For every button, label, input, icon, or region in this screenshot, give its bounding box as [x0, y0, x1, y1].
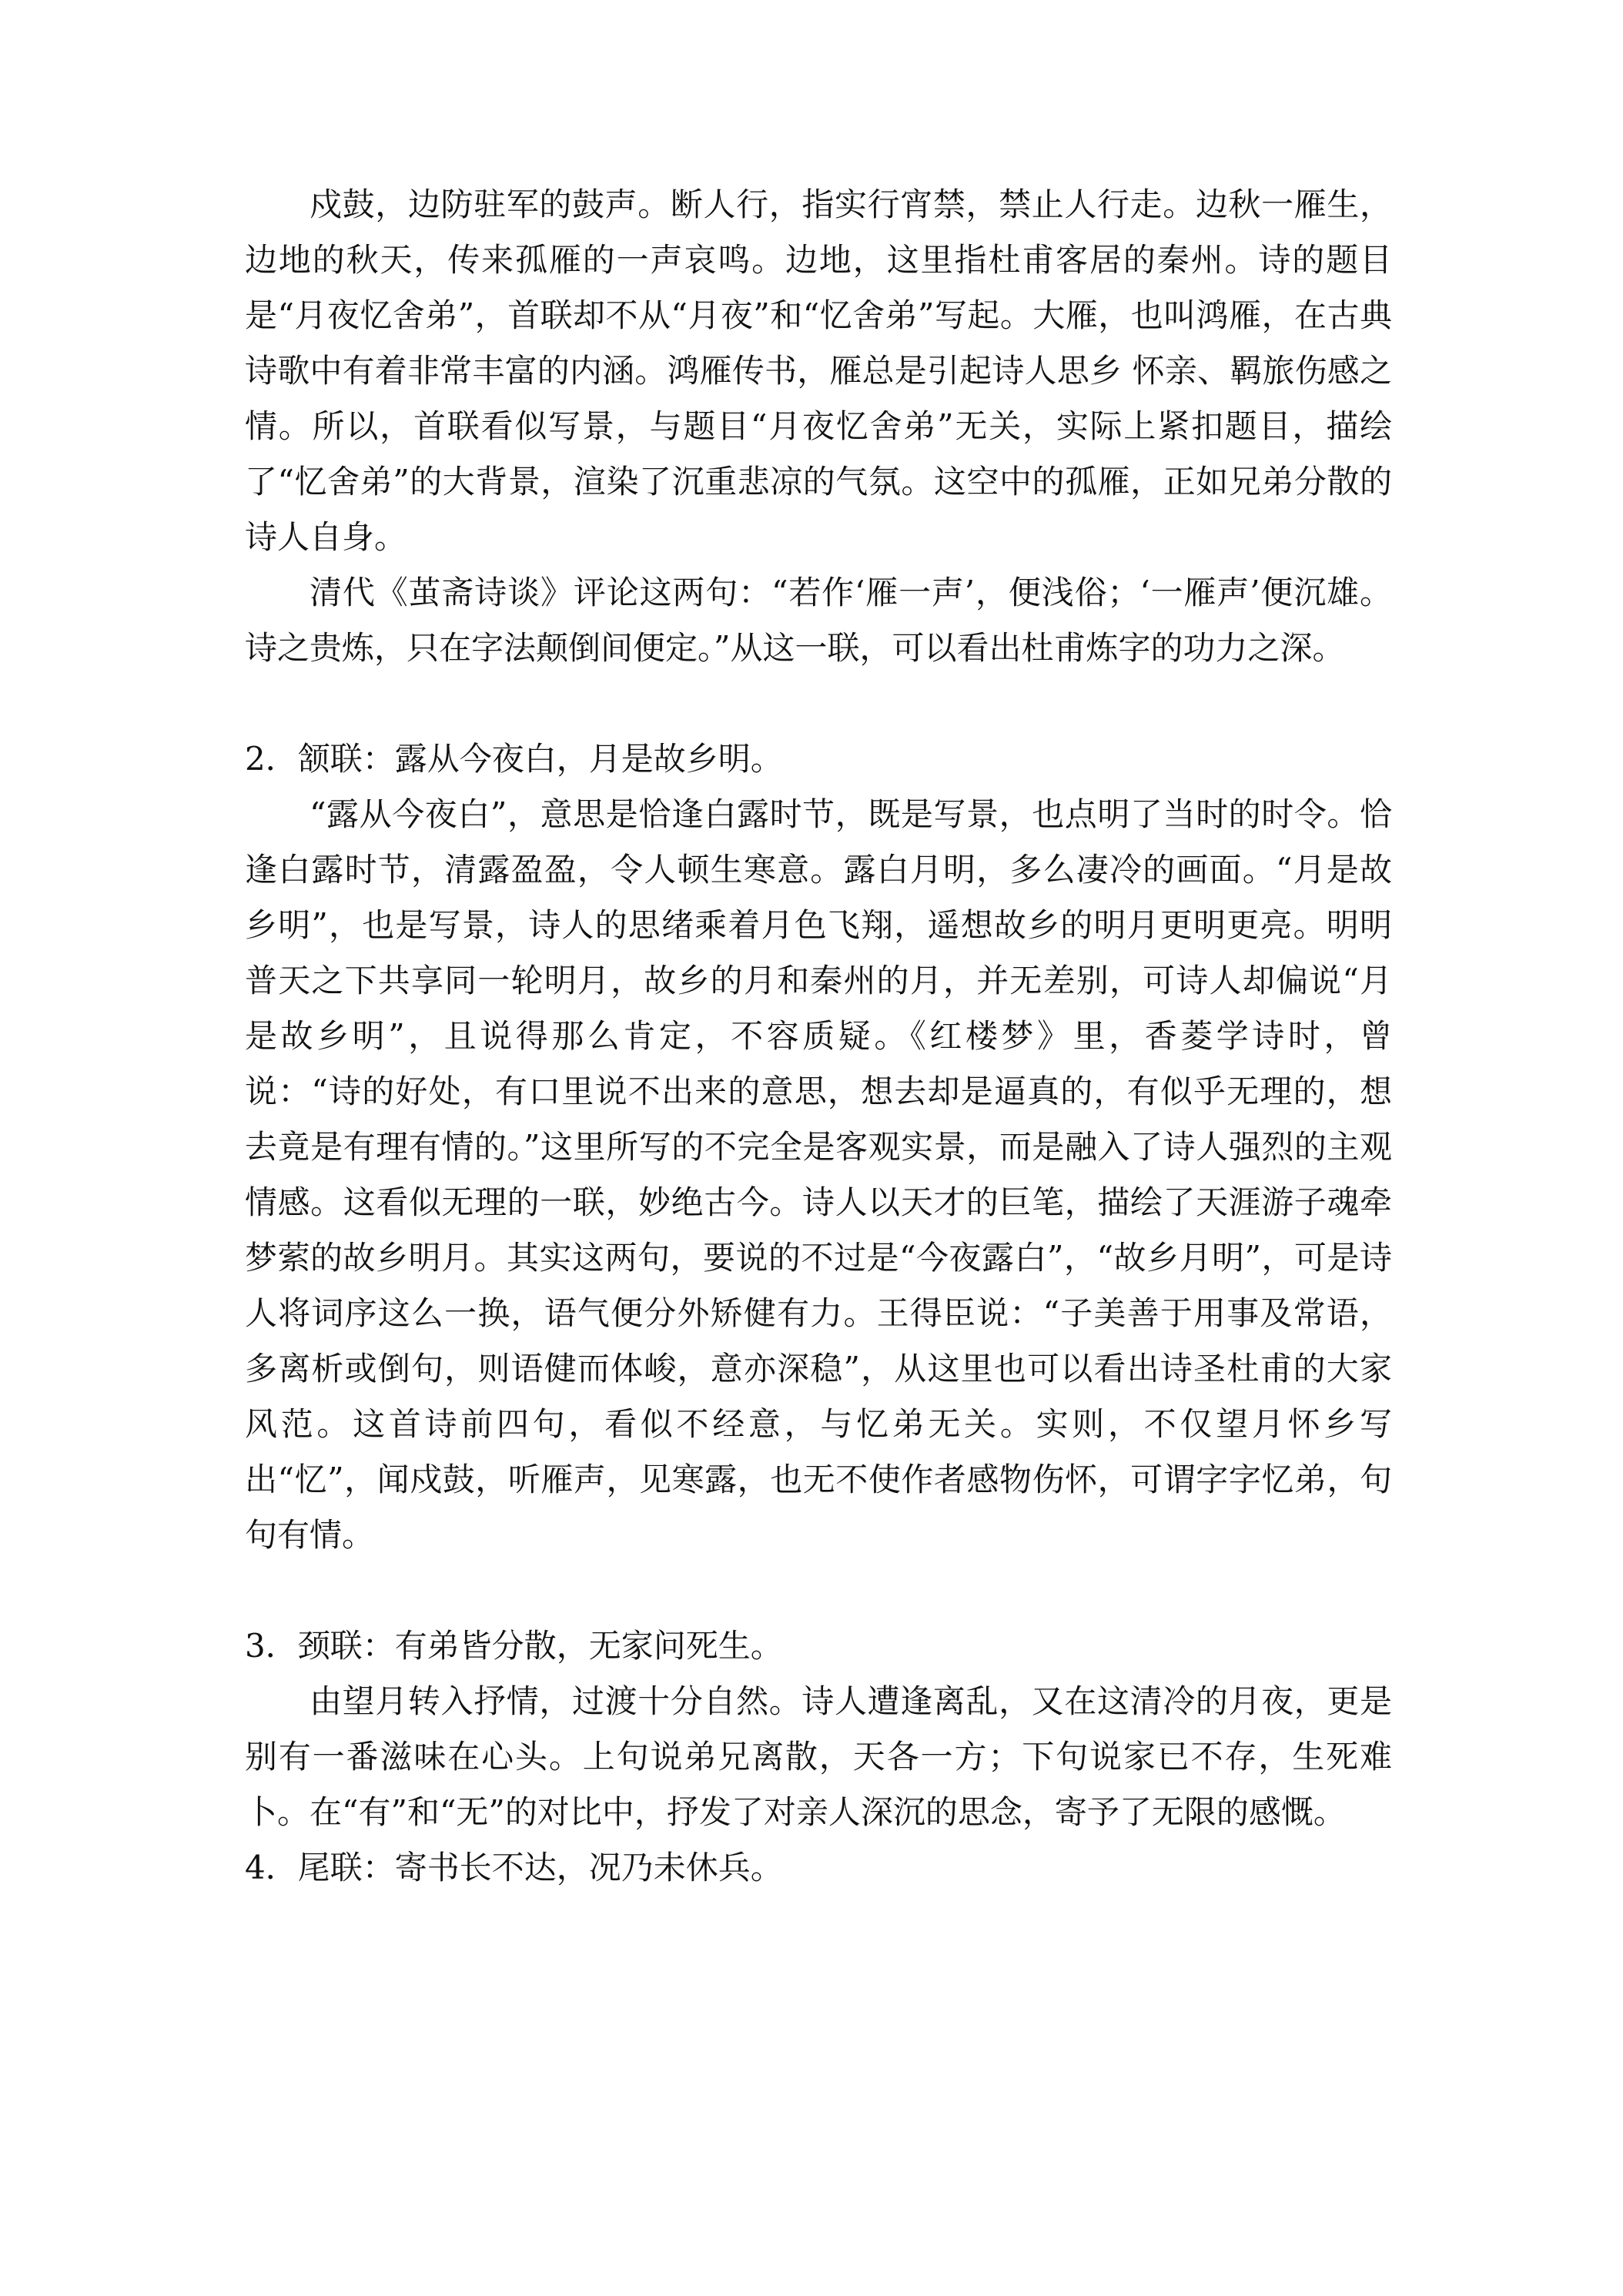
- paragraph-jianzhai-comment: 清代《茧斋诗谈》评论这两句：“若作‘雁一声’，便浅俗；‘一雁声’便沉雄。诗之贵炼，只在字法颠倒间便定。”从这一联，可以看出杜甫炼字的功力之深。: [245, 574, 1392, 667]
- paragraph-hanlian-analysis: “露从今夜白”，意思是恰逢白露时节，既是写景，也点明了当时的时令。恰逢白露时节，清露盈盈，令人顿生寒意。露白月明，多么凄冷的画面。“月是故乡明”，也是写景，诗人的思绪乘着月色飞翔，遥想故乡的明月更明更亮。明明普天之下共享同一轮明月，故乡的月和秦州的月，并无差别，可诗人却偏说“月是故乡明”，且说得那么肯定，不容质疑。《红楼梦》里，香菱学诗时，曾说：“诗的好处，有口里说不出来的意思，想去却是逼真的，有似乎无理的，想去竟是有理有情的。”这里所写的不完全是客观实景，而是融入了诗人强烈的主观情感。这看似无理的一联，妙绝古今。诗人以天才的巨笔，描绘了天涯游子魂牵梦萦的故乡明月。其实这两句，要说的不过是“今夜露白”，“故乡月明”，可是诗人将词序这么一换，语气便分外矫健有力。王得臣说：“子美善于用事及常语，多离析或倒句，则语健而体峻，意亦深稳”，从这里也可以看出诗圣杜甫的大家风范。这首诗前四句，看似不经意，与忆弟无关。实则，不仅望月怀乡写出“忆”，闻戍鼓，听雁声，见寒露，也无不使作者感物伤怀，可谓字字忆弟，句句有情。: [245, 795, 1392, 1554]
- paragraph-shougu: 戍鼓，边防驻军的鼓声。断人行，指实行宵禁，禁止人行走。边秋一雁生，边地的秋天，传来孤雁的一声哀鸣。边地，这里指杜甫客居的秦州。诗的题目是“月夜忆舍弟”，首联却不从“月夜”和“忆舍弟”写起。大雁，也叫鸿雁，在古典诗歌中有着非常丰富的内涵。鸿雁传书，雁总是引起诗人思乡 怀亲、羁旅伤感之情。所以，首联看似写景，与题目“月夜忆舍弟”无关，实际上紧扣题目，描绘了“忆舍弟”的大背景，渲染了沉重悲凉的气氛。这空中的孤雁，正如兄弟分散的诗人自身。: [245, 186, 1392, 556]
- heading-jinglian: 3．颈联：有弟皆分散，无家问死生。: [245, 1627, 783, 1665]
- paragraph-jinglian-analysis: 由望月转入抒情，过渡十分自然。诗人遭逢离乱，又在这清冷的月夜，更是别有一番滋味在心头。上句说弟兄离散，天各一方；下句说家已不存，生死难卜。在“有”和“无”的对比中，抒发了对亲人深沉的思念，寄予了无限的感慨。: [245, 1682, 1392, 1831]
- heading-weilian: 4．尾联：寄书长不达，况乃未休兵。: [245, 1849, 783, 1886]
- heading-hanlian: 2．颔联：露从今夜白，月是故乡明。: [245, 740, 783, 778]
